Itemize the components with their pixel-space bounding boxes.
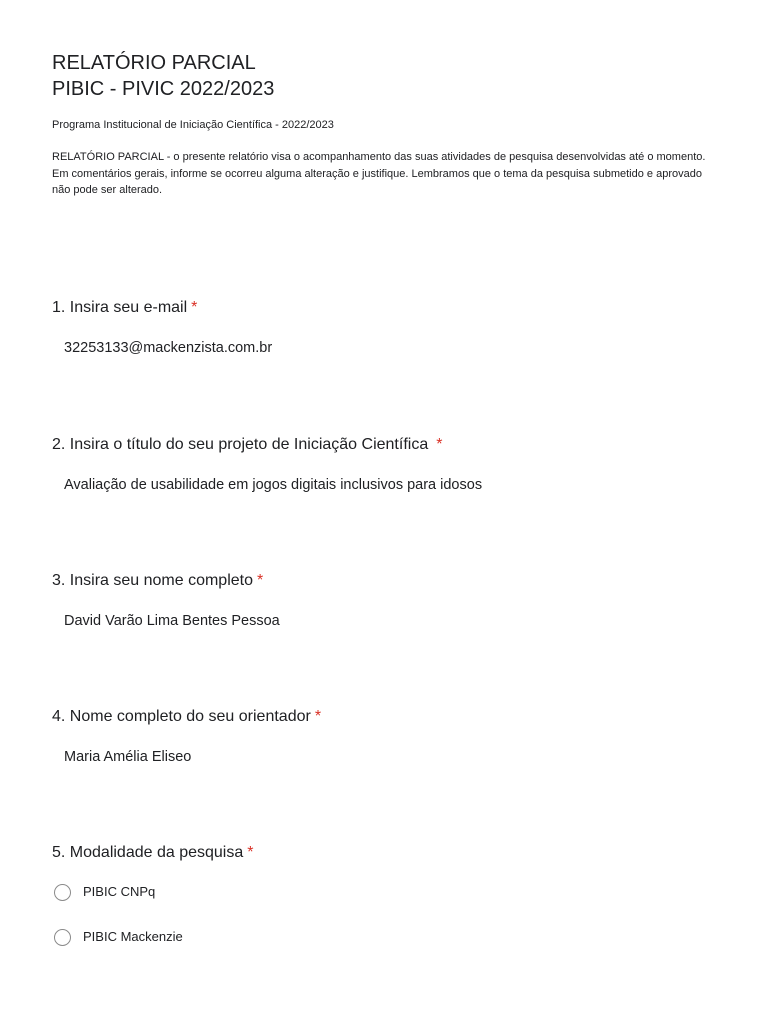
- advisor-name-answer[interactable]: Maria Amélia Eliseo: [64, 749, 192, 765]
- question-title: [52, 571, 716, 591]
- radio-option-label: PIBIC Mackenzie: [83, 929, 183, 944]
- form-title-line-2: PIBIC - PIVIC 2022/2023: [52, 78, 275, 100]
- question-title: [52, 843, 716, 863]
- form-title: [52, 50, 716, 102]
- radio-button-icon[interactable]: [54, 884, 71, 901]
- question-research-modality: [52, 843, 716, 969]
- required-asterisk: *: [247, 844, 254, 861]
- modality-radio-group: [52, 879, 716, 950]
- form-header: [52, 50, 716, 199]
- form-description: RELATÓRIO PARCIAL - o presente relatório visa o acompanhamento das suas atividades de pesquisa desenvolvidas até o momento. Em comentários gerais, informe se ocorreu alguma alteração e justifique. Lembramos que o tema da pesquisa submetido e aprovado não pode ser alterado.: [52, 151, 706, 196]
- question-title-text: 4. Nome completo do seu orientador: [52, 708, 311, 725]
- question-email: [52, 298, 716, 358]
- form-subtitle: Programa Institucional de Iniciação Científica - 2022/2023: [52, 119, 334, 131]
- radio-option-pibic-mackenzie[interactable]: [52, 924, 716, 950]
- question-title: [52, 435, 716, 455]
- question-full-name: [52, 571, 716, 631]
- required-asterisk: *: [436, 436, 443, 453]
- radio-button-icon[interactable]: [54, 929, 71, 946]
- radio-option-pibic-cnpq[interactable]: [52, 879, 716, 905]
- question-title-text: 2. Insira o título do seu projeto de Iniciação Científica: [52, 436, 429, 453]
- form-title-line-1: RELATÓRIO PARCIAL: [52, 52, 256, 74]
- question-title: [52, 298, 716, 318]
- question-advisor-name: [52, 707, 716, 767]
- required-asterisk: *: [257, 572, 264, 589]
- email-answer[interactable]: 32253133@mackenzista.com.br: [64, 340, 273, 356]
- question-title: [52, 707, 716, 727]
- required-asterisk: *: [314, 708, 322, 725]
- required-asterisk: *: [191, 299, 198, 316]
- question-project-title: [52, 435, 716, 495]
- question-title-text: 1. Insira seu e-mail: [52, 299, 188, 316]
- full-name-answer[interactable]: David Varão Lima Bentes Pessoa: [64, 613, 280, 629]
- question-title-text: 3. Insira seu nome completo: [52, 572, 253, 589]
- project-title-answer[interactable]: Avaliação de usabilidade em jogos digitais inclusivos para idosos: [64, 477, 483, 493]
- radio-option-label: PIBIC CNPq: [83, 884, 156, 899]
- question-title-text: 5. Modalidade da pesquisa: [52, 844, 244, 861]
